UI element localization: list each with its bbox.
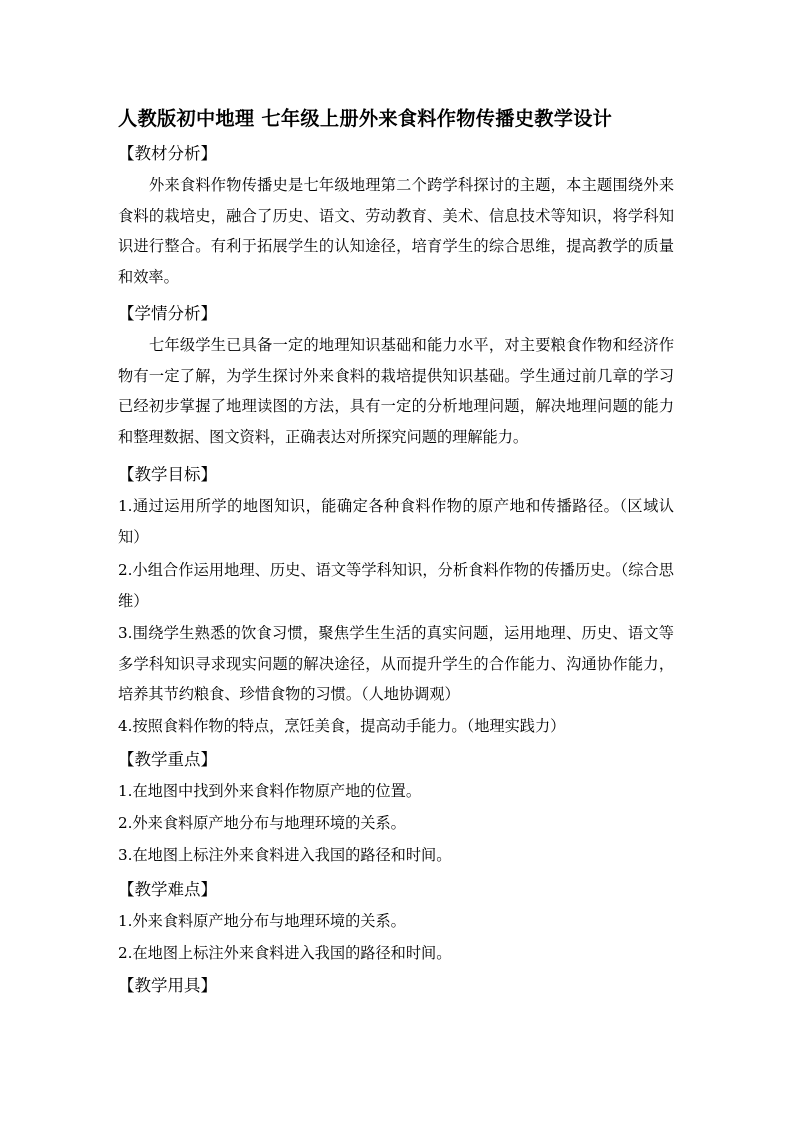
difficulty-item: 1.外来食料原产地分布与地理环境的关系。 xyxy=(118,912,406,930)
goal-item: 3.围绕学生熟悉的饮食习惯，聚焦学生生活的真实问题，运用地理、历史、语文等多学科知识寻求现实问题的解决途径，从而提升学生的合作能力、沟通协作能力，培养其节约粮食、珍惜食物的习惯。（人地协调观） xyxy=(118,624,674,703)
document-title: 人教版初中地理 七年级上册外来食料作物传播史教学设计 xyxy=(118,107,613,130)
material-paragraph: 外来食料作物传播史是七年级地理第二个跨学科探讨的主题，本主题围绕外来食料的栽培史，融合了历史、语文、劳动教育、美术、信息技术等知识，将学科知识进行整合。有利于拓展学生的认知途径，培育学生的综合思维，提高教学的质量和效率。 xyxy=(118,176,674,286)
section-heading-goals: 【教学目标】 xyxy=(118,465,217,484)
difficulty-item: 2.在地图上标注外来食料进入我国的路径和时间。 xyxy=(118,944,452,962)
section-heading-tools: 【教学用具】 xyxy=(118,976,217,995)
students-paragraph: 七年级学生已具备一定的地理知识基础和能力水平，对主要粮食作物和经济作物有一定了解，为学生探讨外来食料的栽培提供知识基础。学生通过前几章的学习已经初步掌握了地理读图的方法，具有一定的分析地理问题，解决地理问题的能力和整理数据、图文资料，正确表达对所探究问题的理解能力。 xyxy=(118,336,674,446)
goal-item: 4.按照食料作物的特点，烹饪美食，提高动手能力。（地理实践力） xyxy=(118,717,566,735)
section-heading-students: 【学情分析】 xyxy=(118,304,217,323)
goal-item: 1.通过运用所学的地图知识，能确定各种食料作物的原产地和传播路径。（区域认知） xyxy=(118,497,674,546)
section-heading-key-points: 【教学重点】 xyxy=(118,750,217,769)
goal-item: 2.小组合作运用地理、历史、语文等学科知识，分析食料作物的传播历史。（综合思维） xyxy=(118,561,674,610)
key-point-item: 3.在地图上标注外来食料进入我国的路径和时间。 xyxy=(118,846,452,864)
section-heading-difficulties: 【教学难点】 xyxy=(118,880,217,899)
key-point-item: 1.在地图中找到外来食料作物原产地的位置。 xyxy=(118,782,422,800)
key-point-item: 2.外来食料原产地分布与地理环境的关系。 xyxy=(118,814,406,832)
section-heading-material: 【教材分析】 xyxy=(118,144,217,163)
